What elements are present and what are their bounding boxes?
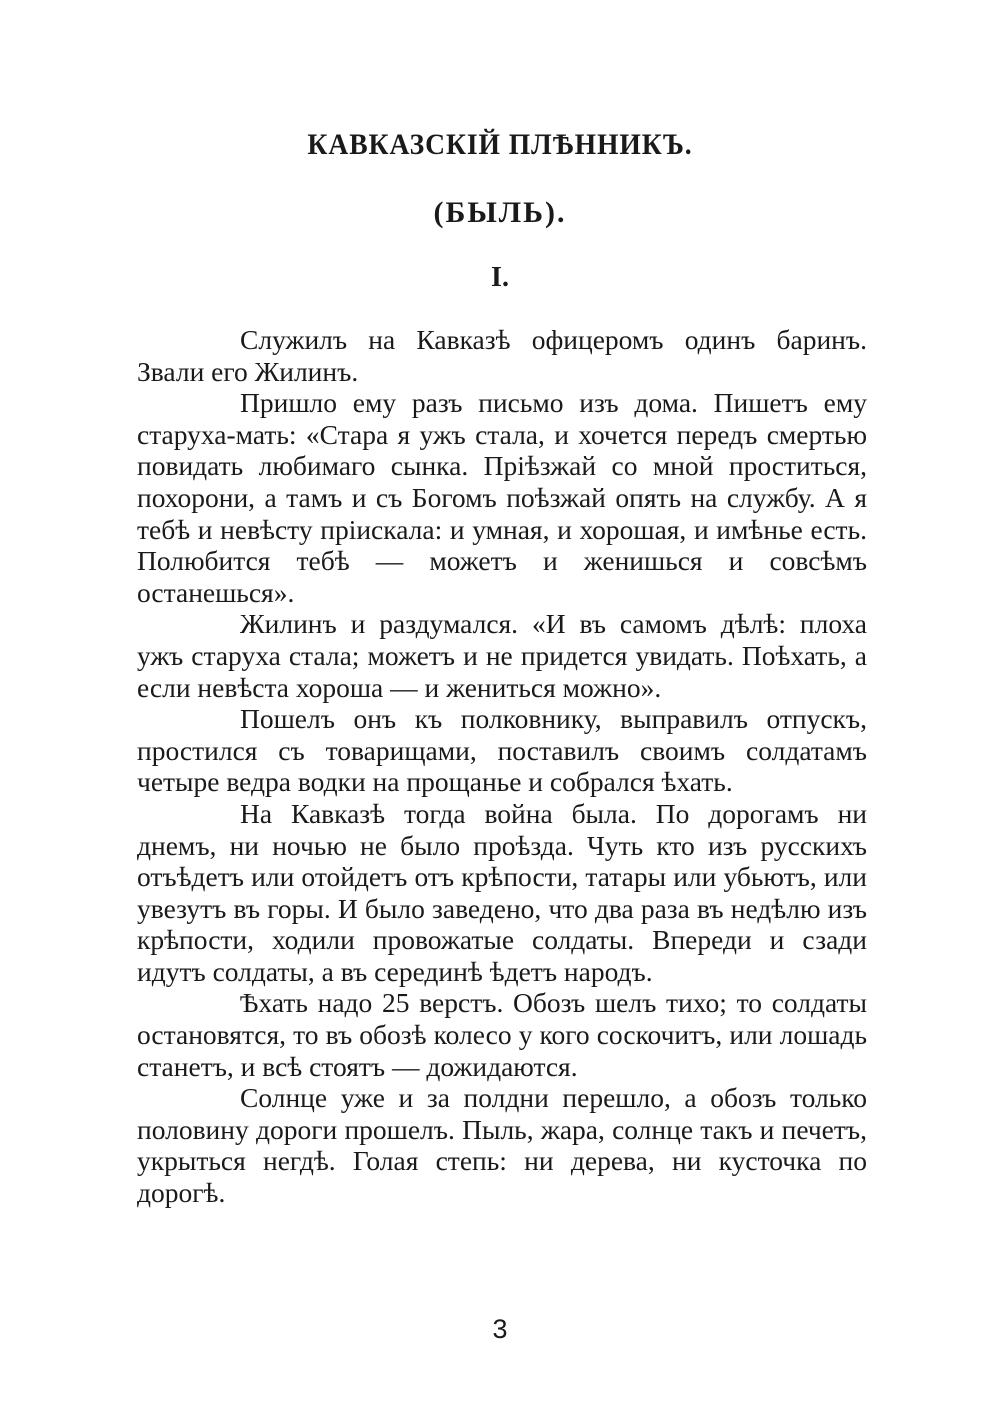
paragraph: Жилинъ и раздумался. «И въ самомъ дѣлѣ: плоха ужъ старуха стала; можетъ и не придется увидать. Поѣхать, а если невѣста хороша — и жениться можно».: [137, 608, 867, 703]
paragraph: Пришло ему разъ письмо изъ дома. Пишетъ ему старуха-мать: «Стара я ужъ стала, и хочется передъ смертью повидать любимаго сынка. Пріѣзжай со мной проститься, похорони, а тамъ и съ Богомъ поѣзжай опять на службу. А я тебѣ и невѣсту пріискала: и умная, и хорошая, и имѣнье есть. Полюбится тебѣ — можетъ и женишься и совсѣмъ останешься».: [137, 387, 867, 608]
story-title: КАВКАЗСКІЙ ПЛѢННИКЪ.: [307, 128, 693, 161]
paragraph: Пошелъ онъ къ полковнику, выправилъ отпускъ, простился съ товарищами, поставилъ своимъ солдатамъ четыре ведра водки на прощанье и собрался ѣхать.: [137, 703, 867, 798]
paragraph: На Кавказѣ тогда война была. По дорогамъ ни днемъ, ни ночью не было проѣзда. Чуть кто изъ русскихъ отъѣдетъ или отойдетъ отъ крѣпости, татары или убьютъ, или увезутъ въ горы. И было заведено, что два раза въ недѣлю изъ крѣпости, ходили провожатые солдаты. Впереди и сзади идутъ солдаты, а въ серединѣ ѣдетъ народъ.: [137, 797, 867, 987]
paragraph: Служилъ на Кавказѣ офицеромъ одинъ баринъ. Звали его Жилинъ.: [137, 324, 867, 387]
paragraph: Ѣхать надо 25 верстъ. Обозъ шелъ тихо; то солдаты остановятся, то въ обозѣ колесо у кого соскочитъ, или лошадь станетъ, и всѣ стоятъ — дожидаются.: [137, 987, 867, 1082]
page-number: 3: [492, 1314, 508, 1344]
chapter-number: I.: [491, 262, 509, 293]
paragraph: Солнце уже и за полдни перешло, а обозъ только половину дороги прошелъ. Пыль, жара, солнце такъ и печетъ, укрыться негдѣ. Голая степь: ни дерева, ни кусточка по дорогѣ.: [137, 1082, 867, 1209]
text-body: [137, 324, 867, 1209]
story-subtitle: (БЫЛЬ).: [433, 196, 567, 229]
